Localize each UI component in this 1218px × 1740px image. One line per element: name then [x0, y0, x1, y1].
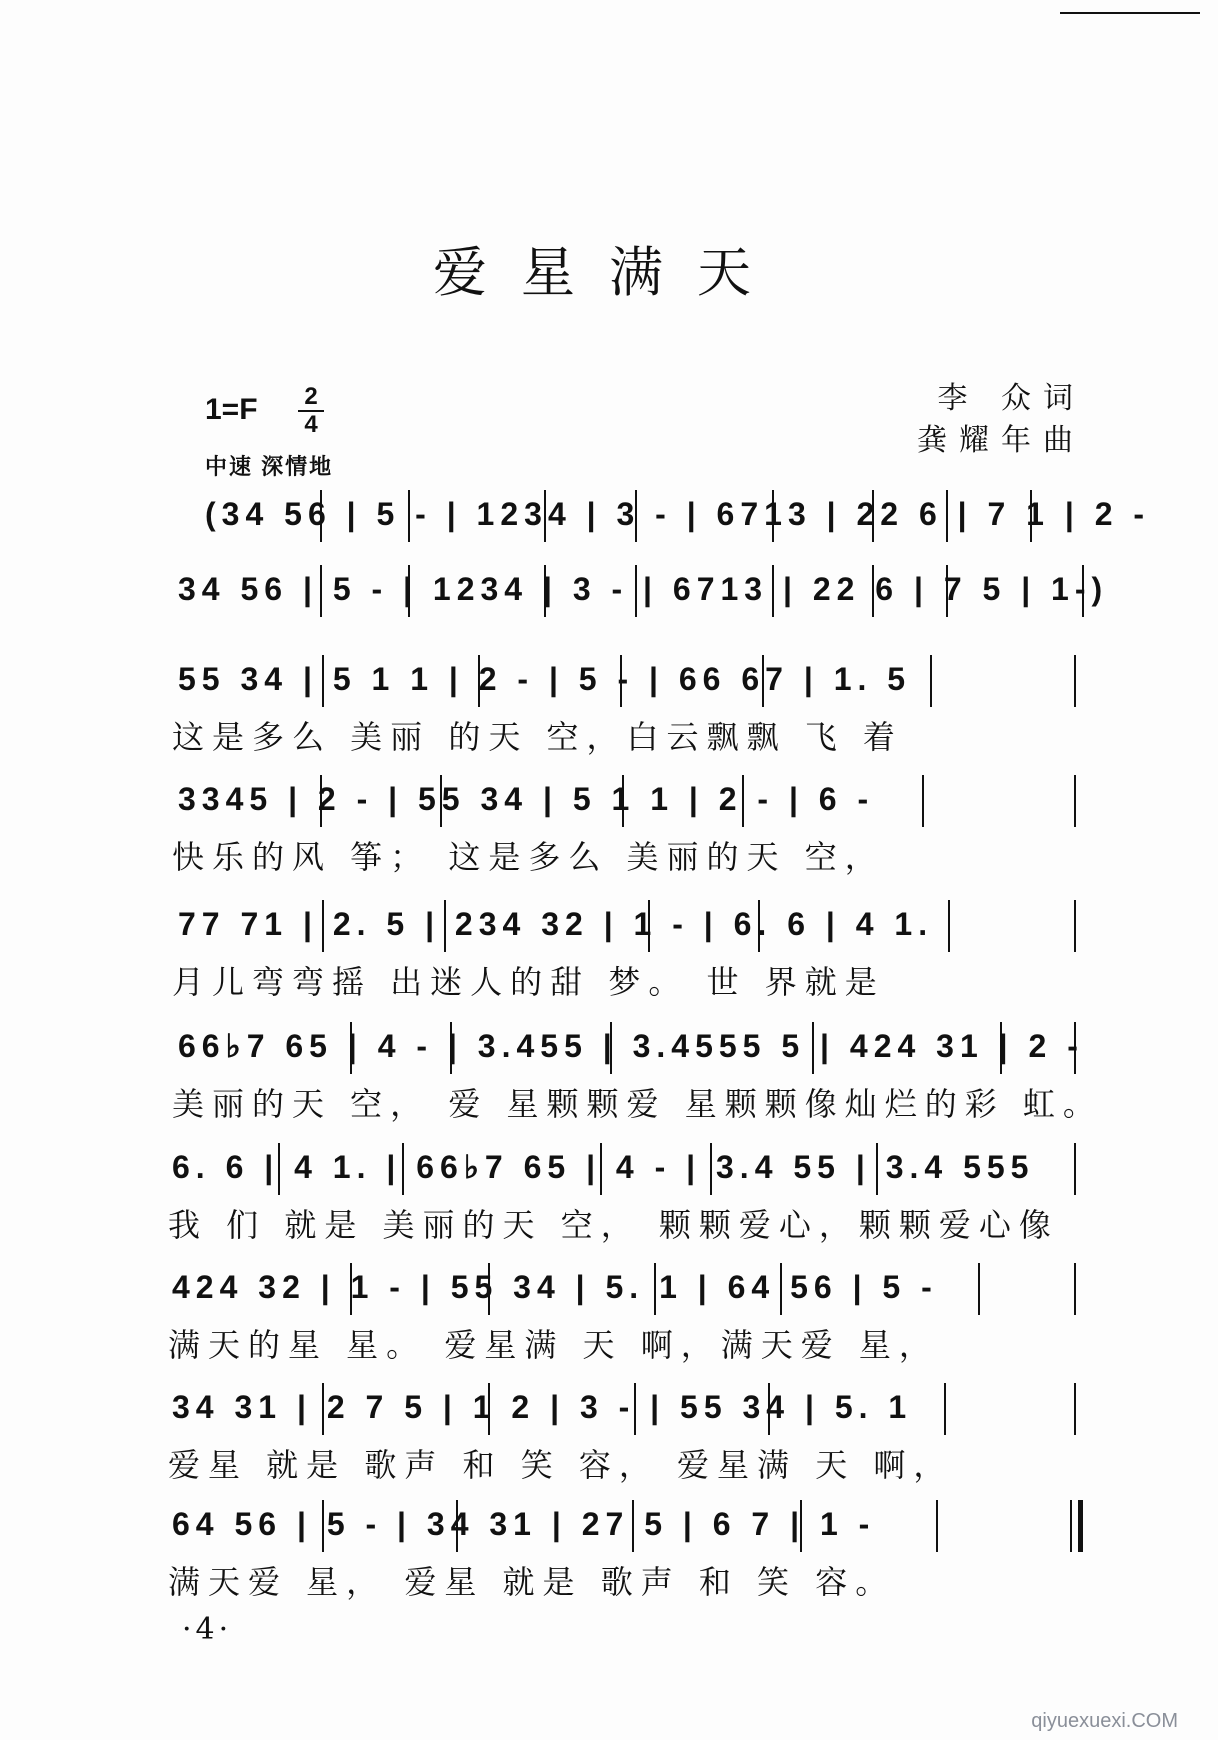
notation-line: (34 56 | 5 - | 1234 | 3 - | 6713 | 22 6 | 7 1 | 2 - [205, 496, 1151, 532]
lyrics-line: 月儿弯弯摇 出迷人的甜 梦。 世 界就是 [172, 963, 885, 1001]
score-row [0, 1383, 1218, 1503]
score-row [0, 1263, 1218, 1383]
lyrics-line: 快乐的风 筝； 这是多么 美丽的天 空， [172, 838, 885, 876]
notation-line: 6. 6 | 4 1. | 66♭7 65 | 4 - | 3.4 55 | 3.4 555 [172, 1149, 1035, 1185]
notation-line: 424 32 | 1 - | 55 34 | 5. 1 | 64 56 | 5 - [172, 1269, 938, 1305]
lyrics-line: 满天爱 星， 爱星 就是 歌声 和 笑 容。 [168, 1563, 896, 1601]
page-number: ·4· [182, 1612, 233, 1647]
lyrics-line: 满天的星 星。 爱星满 天 啊，满天爱 星， [168, 1326, 939, 1364]
key-signature: 1=F [205, 393, 258, 426]
song-title: 爱星满天 [433, 241, 785, 304]
watermark: qiyuexuexi.COM [1031, 1710, 1178, 1732]
credits [917, 378, 1085, 462]
notation-line: 3345 | 2 - | 55 34 | 5 1 1 | 2 - | 6 - [178, 781, 875, 817]
notation-line: 64 56 | 5 - | 34 31 | 27 5 | 6 7 | 1 - [172, 1506, 876, 1542]
time-signature-bottom: 4 [304, 411, 318, 438]
top-rule [1060, 12, 1200, 14]
score-row [0, 1022, 1218, 1142]
notation-line: 34 56 | 5 - | 1234 | 3 - | 6713 | 22 6 | 7 5 | 1-) [178, 571, 1109, 607]
score-row [0, 1500, 1218, 1620]
score-row [0, 1143, 1218, 1263]
lyrics-line: 爱星 就是 歌声 和 笑 容， 爱星满 天 啊， [168, 1446, 954, 1484]
lyricist-credit: 李 众词 [937, 381, 1085, 416]
time-signature [298, 385, 324, 437]
tempo-marking: 中速 深情地 [205, 454, 334, 479]
time-signature-top: 2 [304, 383, 318, 410]
notation-line: 55 34 | 5 1 1 | 2 - | 5 - | 66 67 | 1. 5 [178, 661, 912, 697]
score-row [0, 655, 1218, 775]
lyrics-line: 我 们 就是 美丽的天 空， 颗颗爱心，颗颗爱心像 [168, 1206, 1059, 1244]
score-row [0, 900, 1218, 1020]
composer-credit: 龚耀年曲 [917, 423, 1085, 458]
lyrics-line: 这是多么 美丽 的天 空，白云飘飘 飞 着 [172, 718, 903, 756]
score-row [0, 775, 1218, 895]
lyrics-line: 美丽的天 空， 爱 星颗颗爱 星颗颗像灿烂的彩 虹。 [172, 1085, 1103, 1123]
notation-line: 66♭7 65 | 4 - | 3.455 | 3.4555 5 | 424 31 | 2 - [178, 1028, 1084, 1064]
notation-line: 34 31 | 2 7 5 | 1 2 | 3 - | 55 34 | 5. 1 [172, 1389, 913, 1425]
notation-line: 77 71 | 2. 5 | 234 32 | 1 - | 6. 6 | 4 1. [178, 906, 934, 942]
